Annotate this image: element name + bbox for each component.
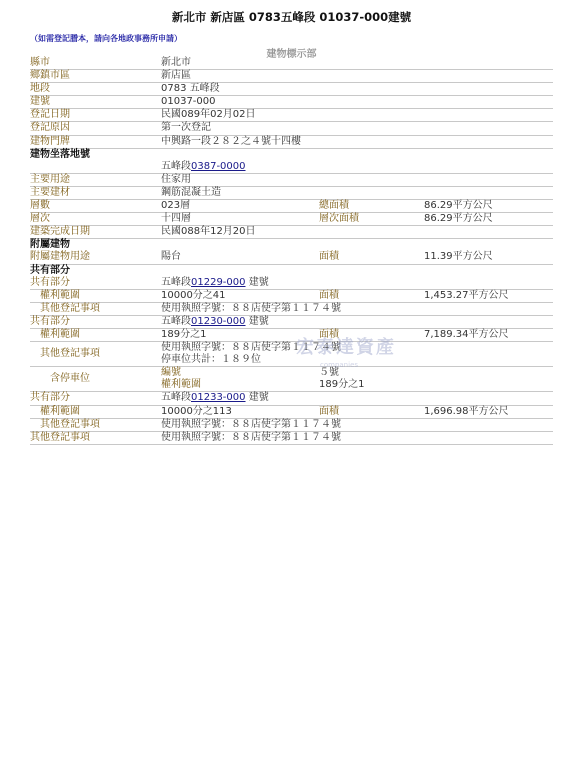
- lot-prefix: 五峰段: [161, 315, 191, 327]
- field-value: 住家用: [161, 173, 191, 185]
- section-header: 共有部分: [30, 264, 70, 276]
- section-header: 建物坐落地號: [30, 148, 90, 160]
- field-value: 陽台: [161, 251, 181, 263]
- building-record-table: [30, 57, 553, 445]
- lot-number-link[interactable]: 0387-0000: [191, 160, 246, 172]
- field-label: 含停車位: [30, 373, 90, 385]
- section-header-row: [30, 239, 553, 251]
- field-label: 共有部分: [30, 315, 70, 327]
- area-value: 86.29平方公尺: [424, 213, 493, 225]
- table-row: [30, 419, 553, 432]
- lot-reference: [161, 392, 269, 404]
- lot-suffix: 建號: [245, 276, 269, 288]
- table-row: [30, 161, 553, 174]
- parking-field-label: 編號: [161, 367, 181, 379]
- section-header: 附屬建物: [30, 239, 70, 251]
- area-label: 面積: [319, 405, 339, 417]
- field-label: 共有部分: [30, 276, 70, 288]
- field-value: 十四層: [161, 213, 191, 225]
- field-label: 其他登記事項: [30, 302, 100, 314]
- field-label: 權利範圍: [30, 328, 80, 340]
- field-value: 民國089年02月02日: [161, 109, 256, 121]
- lot-prefix: 五峰段: [161, 276, 191, 288]
- table-row: [30, 342, 553, 367]
- table-row: [30, 136, 553, 149]
- lot-number-link[interactable]: 01233-000: [191, 392, 246, 404]
- area-label: 層次面積: [319, 213, 359, 225]
- area-value: 86.29平方公尺: [424, 200, 493, 212]
- table-row: [30, 290, 553, 303]
- table-row: [30, 367, 553, 392]
- field-label: 地段: [30, 83, 50, 95]
- lot-prefix: 五峰段: [161, 392, 191, 404]
- lot-suffix: 建號: [245, 392, 269, 404]
- watermark-subtext: companies: [320, 361, 359, 369]
- field-label: 其他登記事項: [30, 418, 100, 430]
- lot-prefix: 五峰段: [161, 160, 191, 172]
- field-value: 189分之1: [161, 328, 207, 340]
- field-label: 鄉鎮市區: [30, 70, 70, 82]
- field-label: 建號: [30, 96, 50, 108]
- parking-field-value: 189分之1: [319, 379, 365, 391]
- field-value: 01037-000: [161, 96, 216, 108]
- field-label: 主要用途: [30, 173, 70, 185]
- field-label: 層次: [30, 213, 50, 225]
- table-row: [30, 392, 553, 405]
- table-row: [30, 200, 553, 213]
- table-row: [30, 96, 553, 109]
- table-row: [30, 83, 553, 96]
- table-row: [30, 432, 553, 445]
- field-label: 權利範圍: [30, 289, 80, 301]
- field-label: 權利範圍: [30, 405, 80, 417]
- table-row: [30, 303, 553, 316]
- field-value: 10000分之41: [161, 289, 226, 301]
- field-value: 使用執照字號：８８店使字第１１７４號: [161, 302, 341, 314]
- lot-number-link[interactable]: 01230-000: [191, 315, 246, 327]
- section-title: 建物標示部: [266, 49, 317, 60]
- section-header-row: [30, 149, 553, 161]
- area-label: 面積: [319, 251, 339, 263]
- table-row: [30, 329, 553, 342]
- field-value: 使用執照字號：８８店使字第１１７４號: [161, 431, 341, 443]
- table-row: [30, 213, 553, 226]
- lot-reference: [161, 161, 246, 173]
- table-row: [30, 174, 553, 187]
- field-value: 新北市: [161, 57, 191, 68]
- watermark-logo: 宏泰達資產: [296, 337, 396, 358]
- area-label: 面積: [319, 328, 339, 340]
- field-label: 主要建材: [30, 186, 70, 198]
- table-row: [30, 57, 553, 70]
- section-header-row: [30, 265, 553, 277]
- table-row: [30, 251, 553, 264]
- table-row: [30, 70, 553, 83]
- table-row: [30, 277, 553, 290]
- field-label: 層數: [30, 200, 50, 212]
- area-value: 1,453.27平方公尺: [424, 289, 509, 301]
- field-value: 使用執照字號：８８店使字第１１７４號: [161, 342, 341, 354]
- table-row: [30, 187, 553, 200]
- area-value: 11.39平方公尺: [424, 251, 493, 263]
- lot-number-link[interactable]: 01229-000: [191, 276, 246, 288]
- field-label: 縣市: [30, 57, 50, 68]
- field-label: 附屬建物用途: [30, 251, 90, 263]
- field-label: 其他登記事項: [30, 348, 100, 360]
- area-label: 總面積: [319, 200, 349, 212]
- parking-field-value: ５號: [319, 367, 339, 379]
- table-row: [30, 122, 553, 135]
- page-title: 新北市 新店區 0783五峰段 01037-000建號: [171, 10, 412, 24]
- field-label: 建物門牌: [30, 135, 70, 147]
- field-value: 新店區: [161, 70, 191, 82]
- request-note: （如需登記謄本，請向各地政事務所申請）: [30, 34, 182, 43]
- lot-suffix: 建號: [245, 315, 269, 327]
- field-label: 其他登記事項: [30, 431, 90, 443]
- field-label: 共有部分: [30, 392, 70, 404]
- table-row: [30, 406, 553, 419]
- lot-reference: [161, 316, 269, 328]
- field-label: 登記原因: [30, 122, 70, 134]
- area-value: 1,696.98平方公尺: [424, 405, 509, 417]
- field-value: 中興路一段２８２之４號十四樓: [161, 135, 301, 147]
- table-row: [30, 316, 553, 329]
- field-label: 登記日期: [30, 109, 70, 121]
- field-value: 10000分之113: [161, 405, 232, 417]
- area-label: 面積: [319, 289, 339, 301]
- lot-reference: [161, 277, 269, 289]
- field-label: 建築完成日期: [30, 226, 90, 238]
- field-value-line2: 停車位共計：１８９位: [161, 354, 261, 366]
- field-value: 使用執照字號：８８店使字第１１７４號: [161, 418, 341, 430]
- parking-field-label: 權利範圍: [161, 379, 201, 391]
- field-value: 0783 五峰段: [161, 83, 220, 95]
- field-value: 023層: [161, 200, 191, 212]
- area-value: 7,189.34平方公尺: [424, 328, 509, 340]
- table-row: [30, 109, 553, 122]
- field-value: 第一次登記: [161, 122, 211, 134]
- table-row: [30, 226, 553, 239]
- field-value: 鋼筋混凝土造: [161, 186, 221, 198]
- field-value: 民國088年12月20日: [161, 226, 256, 238]
